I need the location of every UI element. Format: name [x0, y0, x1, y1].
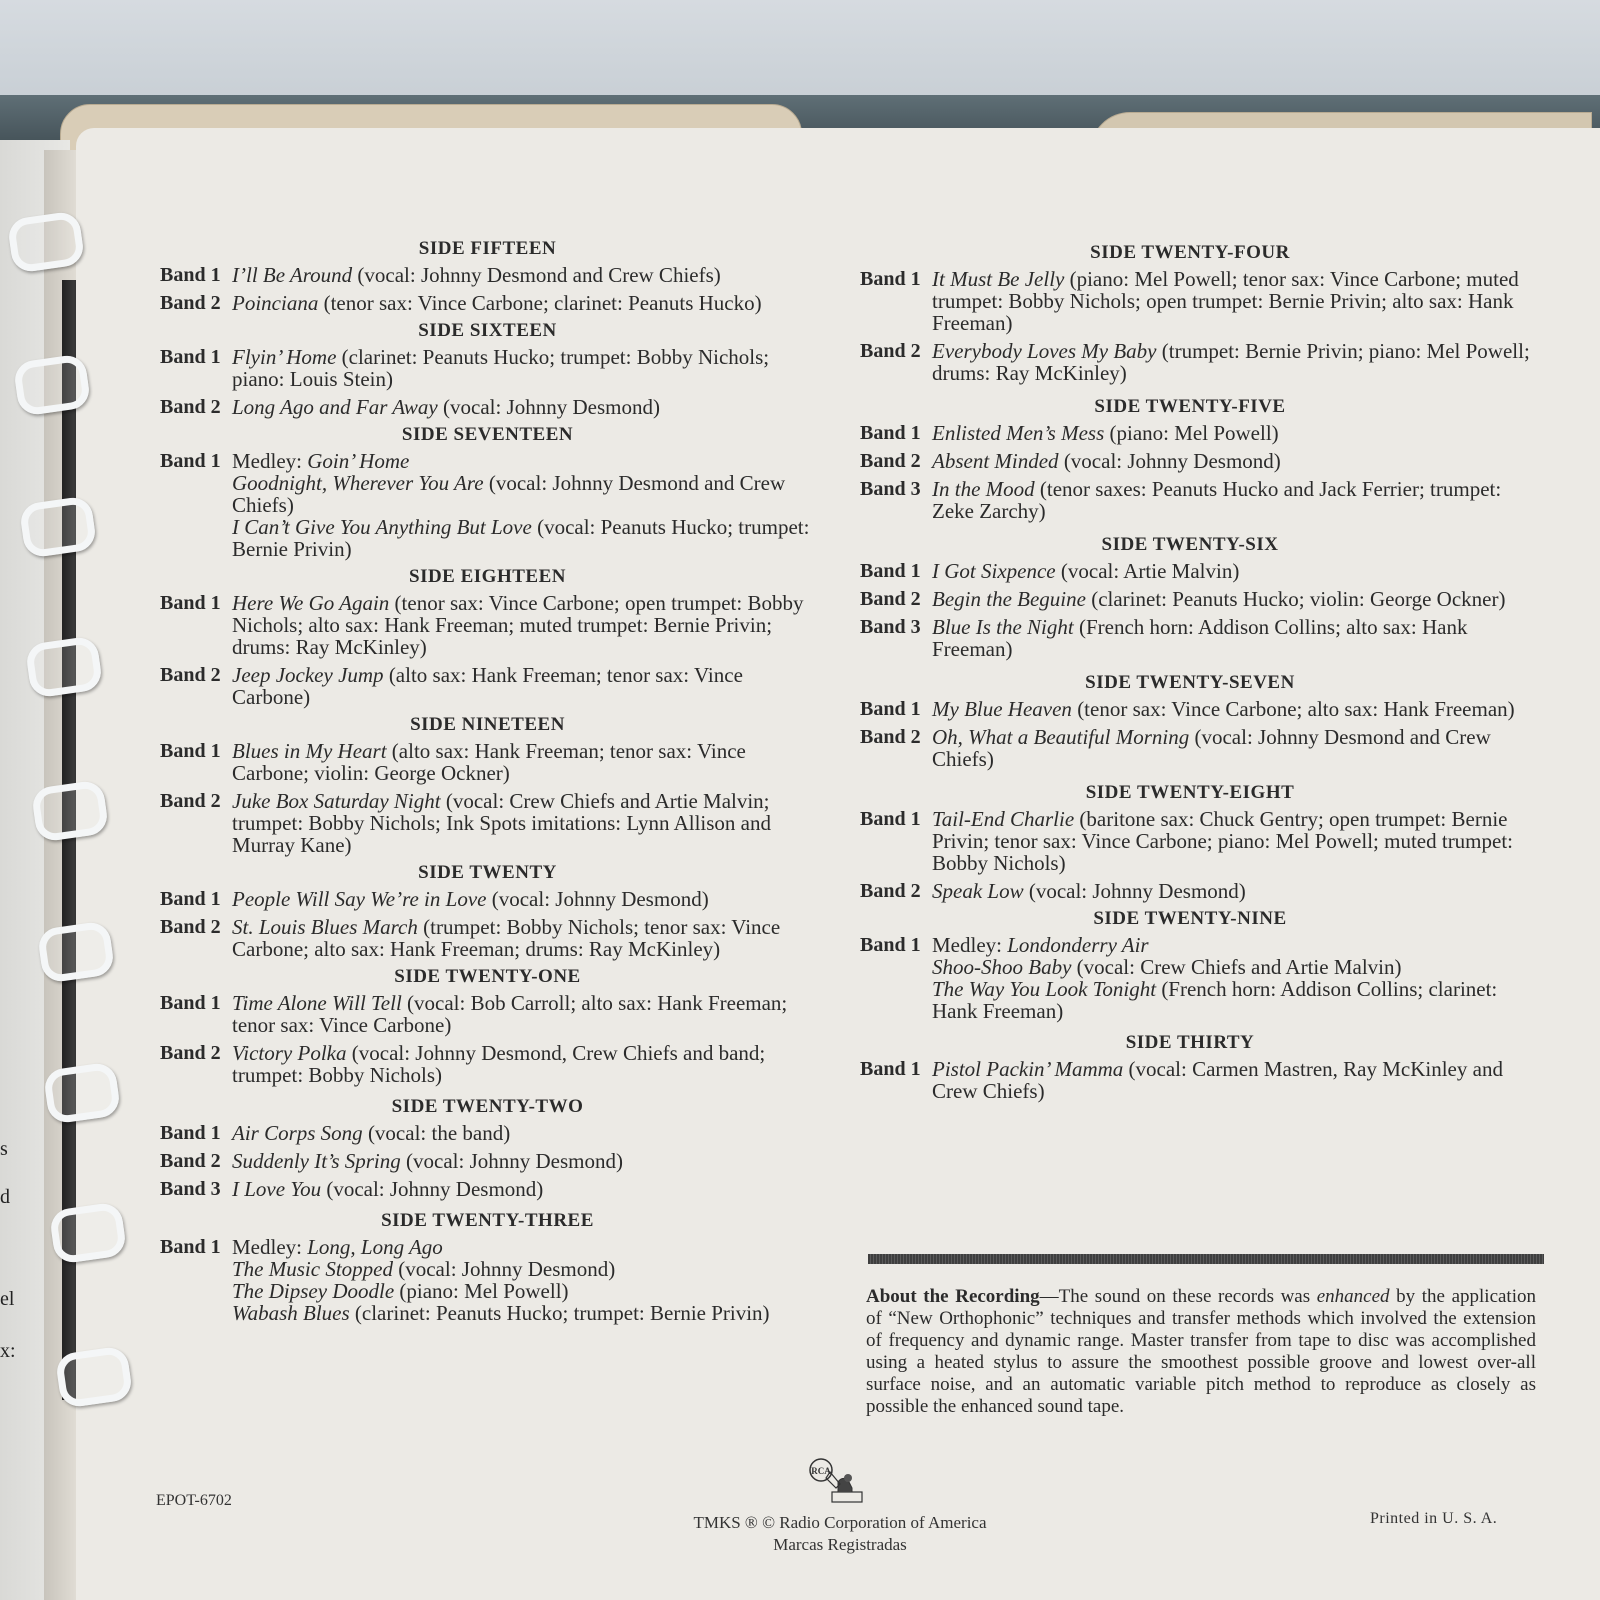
side-title: SIDE THIRTY — [1125, 1032, 1255, 1053]
band-entry — [850, 478, 1530, 522]
song-title: Oh, What a Beautiful Morning — [932, 725, 1190, 749]
song-title: Blues in My Heart — [232, 739, 387, 763]
band-credits: (vocal: Johnny Desmond) — [1028, 879, 1246, 903]
band-entry — [150, 992, 825, 1036]
song-title: It Must Be Jelly — [932, 267, 1065, 291]
song-title: Absent Minded — [932, 449, 1059, 473]
band-entry — [150, 1042, 825, 1086]
band-label: Band 2 — [160, 396, 221, 418]
band-credits: (vocal: Johnny Desmond) — [1063, 449, 1281, 473]
band-entry — [150, 790, 825, 856]
medley-prefix: Medley: — [232, 449, 302, 473]
band-credits: (vocal: Johnny Desmond and Crew Chiefs) — [232, 471, 786, 517]
side-title: SIDE SIXTEEN — [418, 320, 557, 341]
medley-entry — [150, 450, 825, 560]
band-text — [932, 449, 1281, 473]
band-text — [932, 615, 1467, 661]
band-text — [232, 789, 771, 857]
medley-item — [232, 472, 825, 516]
band-credits: (vocal: Johnny Desmond and Crew Chiefs) — [357, 263, 721, 287]
band-label: Band 2 — [860, 726, 921, 748]
band-label: Band 3 — [860, 616, 921, 638]
band-label: Band 1 — [860, 560, 921, 582]
side-section — [150, 966, 825, 1086]
trademark-notice — [650, 1512, 1030, 1556]
side-title: SIDE FIFTEEN — [418, 238, 557, 259]
band-entry — [850, 340, 1530, 384]
song-title: My Blue Heaven — [932, 697, 1072, 721]
band-text — [232, 915, 780, 961]
medley-item — [932, 978, 1530, 1022]
band-text — [932, 267, 1519, 335]
side-section — [150, 714, 825, 856]
about-the-recording — [866, 1286, 1536, 1418]
band-entry — [150, 1122, 825, 1144]
band-credits: (piano: Mel Powell) — [399, 1279, 569, 1303]
band-label: Band 1 — [160, 888, 221, 910]
track-list-right-column — [850, 240, 1530, 1108]
logo-lettering: RCA — [811, 1466, 831, 1476]
band-credits: (trumpet: Bernie Privin; piano: Mel Powell; drums: Ray McKinley) — [932, 339, 1530, 385]
band-label: Band 2 — [160, 664, 221, 686]
band-label: Band 1 — [160, 346, 221, 368]
band-entry — [150, 888, 825, 910]
side-title: SIDE TWENTY-SEVEN — [1085, 672, 1295, 693]
song-title: In the Mood — [932, 477, 1035, 501]
side-section — [150, 1210, 825, 1324]
side-section — [850, 908, 1530, 1022]
printed-in-usa: Printed in U. S. A. — [1370, 1510, 1498, 1527]
band-label: Band 2 — [860, 340, 921, 362]
side-section — [850, 672, 1530, 770]
band-entry — [150, 264, 825, 286]
song-title: Jeep Jockey Jump — [232, 663, 384, 687]
song-title: Victory Polka — [232, 1041, 347, 1065]
side-title: SIDE TWENTY-FOUR — [1090, 242, 1290, 263]
band-text — [232, 591, 803, 659]
band-text — [932, 339, 1530, 385]
band-credits: (clarinet: Peanuts Hucko; trumpet: Bobby Nichols; piano: Louis Stein) — [232, 345, 770, 391]
band-label: Band 1 — [160, 1122, 221, 1144]
side-section — [850, 242, 1530, 384]
side-title: SIDE TWENTY-TWO — [391, 1096, 584, 1117]
song-title: Blue Is the Night — [932, 615, 1074, 639]
band-label: Band 1 — [160, 1236, 221, 1258]
medley-item — [232, 1280, 825, 1302]
band-credits: (baritone sax: Chuck Gentry; open trumpet: Bernie Privin; tenor sax: Vince Carbone; piano: Mel Powell; muted trumpet: Bobby Nichols) — [932, 807, 1514, 875]
side-title: SIDE SEVENTEEN — [401, 424, 574, 445]
band-entry — [850, 450, 1530, 472]
previous-page-fragment: el — [0, 1288, 15, 1310]
band-label: Band 2 — [160, 916, 221, 938]
side-section — [150, 566, 825, 708]
rca-his-masters-voice-logo-icon — [808, 1458, 866, 1506]
band-entry — [850, 560, 1530, 582]
previous-page-fragment: d — [0, 1186, 10, 1208]
band-credits: (clarinet: Peanuts Hucko; violin: George Ockner) — [1091, 587, 1506, 611]
song-title: Pistol Packin’ Mamma — [932, 1057, 1124, 1081]
medley-item — [232, 1302, 825, 1324]
band-credits: (vocal: Bob Carroll; alto sax: Hank Freeman; tenor sax: Vince Carbone) — [232, 991, 788, 1037]
medley-entry — [850, 934, 1530, 1022]
band-credits: (tenor sax: Vince Carbone; alto sax: Hank Freeman) — [1077, 697, 1515, 721]
song-title: Air Corps Song — [232, 1121, 363, 1145]
band-label: Band 1 — [860, 1058, 921, 1080]
band-text — [932, 879, 1246, 903]
song-title: St. Louis Blues March — [232, 915, 418, 939]
previous-page-fragment: x: — [0, 1340, 16, 1362]
band-credits: (vocal: the band) — [367, 1121, 511, 1145]
band-label: Band 2 — [160, 292, 221, 314]
about-emphasis: enhanced — [1316, 1286, 1390, 1307]
medley-item — [232, 516, 825, 560]
band-credits: (vocal: Johnny Desmond) — [398, 1257, 616, 1281]
song-title: Londonderry Air — [1007, 933, 1149, 957]
band-label: Band 1 — [160, 592, 221, 614]
catalog-number: EPOT-6702 — [156, 1492, 232, 1509]
band-credits: (alto sax: Hank Freeman; tenor sax: Vince Carbone) — [232, 663, 743, 709]
medley-first-line — [932, 934, 1530, 956]
song-title: I Love You — [232, 1177, 322, 1201]
section-divider-rule — [868, 1254, 1544, 1264]
song-title: Flyin’ Home — [232, 345, 337, 369]
band-label: Band 1 — [860, 808, 921, 830]
side-section — [150, 424, 825, 560]
band-label: Band 2 — [160, 1150, 221, 1172]
band-label: Band 1 — [160, 450, 221, 472]
band-credits: (tenor sax: Vince Carbone; clarinet: Peanuts Hucko) — [323, 291, 762, 315]
side-section — [850, 1032, 1530, 1102]
song-title: People Will Say We’re in Love — [232, 887, 487, 911]
band-credits: (vocal: Peanuts Hucko; trumpet: Bernie Privin) — [232, 515, 810, 561]
side-title: SIDE TWENTY — [418, 862, 557, 883]
side-title: SIDE TWENTY-SIX — [1101, 534, 1279, 555]
band-entry — [150, 916, 825, 960]
side-section — [150, 320, 825, 418]
band-label: Band 1 — [160, 264, 221, 286]
song-title: Shoo-Shoo Baby — [932, 955, 1072, 979]
band-label: Band 2 — [860, 588, 921, 610]
band-text — [932, 725, 1491, 771]
song-title: The Dipsey Doodle — [232, 1279, 395, 1303]
song-title: The Music Stopped — [232, 1257, 393, 1281]
band-credits: (vocal: Johnny Desmond and Crew Chiefs) — [932, 725, 1491, 771]
band-entry — [850, 698, 1530, 720]
band-credits: (vocal: Johnny Desmond, Crew Chiefs and band; trumpet: Bobby Nichols) — [232, 1041, 766, 1087]
band-text — [232, 663, 743, 709]
song-title: Begin the Beguine — [932, 587, 1086, 611]
song-title: Enlisted Men’s Mess — [932, 421, 1105, 445]
band-label: Band 3 — [860, 478, 921, 500]
song-title: Long, Long Ago — [307, 1235, 443, 1259]
side-section — [150, 238, 825, 314]
song-title: I Can’t Give You Anything But Love — [232, 515, 532, 539]
medley-prefix: Medley: — [232, 1235, 302, 1259]
band-entry — [150, 592, 825, 658]
band-credits: (tenor sax: Vince Carbone; open trumpet: Bobby Nichols; alto sax: Hank Freeman; muted trumpet: Bernie Privin; drums: Ray McKinley) — [232, 591, 804, 659]
medley-first-line — [232, 1236, 825, 1258]
side-title: SIDE TWENTY-NINE — [1093, 908, 1287, 929]
about-text-before: —The sound on these records was — [1039, 1286, 1317, 1307]
band-entry — [150, 740, 825, 784]
band-credits: (piano: Mel Powell; tenor sax: Vince Carbone; muted trumpet: Bobby Nichols; open trumpet: Bernie Privin; alto sax: Hank Freeman) — [932, 267, 1519, 335]
band-entry — [850, 726, 1530, 770]
band-entry — [850, 808, 1530, 874]
band-entry — [850, 880, 1530, 902]
band-credits: (clarinet: Peanuts Hucko; trumpet: Bernie Privin) — [354, 1301, 770, 1325]
band-text — [932, 559, 1239, 583]
band-credits: (vocal: Crew Chiefs and Artie Malvin) — [1076, 955, 1402, 979]
band-credits: (trumpet: Bobby Nichols; tenor sax: Vince Carbone; alto sax: Hank Freeman; drums: Ray McKinley) — [232, 915, 781, 961]
side-section — [850, 782, 1530, 902]
band-entry — [150, 346, 825, 390]
medley-item — [932, 956, 1530, 978]
band-label: Band 3 — [160, 1178, 221, 1200]
band-credits: (vocal: Johnny Desmond) — [491, 887, 709, 911]
band-credits: (tenor saxes: Peanuts Hucko and Jack Ferrier; trumpet: Zeke Zarchy) — [932, 477, 1502, 523]
band-text — [232, 1149, 623, 1173]
band-entry — [150, 292, 825, 314]
band-text — [932, 421, 1279, 445]
band-text — [232, 739, 746, 785]
band-entry — [150, 1150, 825, 1172]
side-title: SIDE TWENTY-FIVE — [1094, 396, 1286, 417]
band-text — [232, 887, 709, 911]
band-entry — [150, 664, 825, 708]
side-title: SIDE TWENTY-THREE — [381, 1210, 594, 1231]
band-entry — [150, 1178, 825, 1200]
band-entry — [150, 396, 825, 418]
background-wall — [0, 0, 1600, 110]
band-credits: (alto sax: Hank Freeman; tenor sax: Vince Carbone; violin: George Ockner) — [232, 739, 746, 785]
song-title: Wabash Blues — [232, 1301, 350, 1325]
song-title: Tail-End Charlie — [932, 807, 1075, 831]
band-label: Band 2 — [860, 880, 921, 902]
song-title: Goodnight, Wherever You Are — [232, 471, 484, 495]
side-title: SIDE TWENTY-EIGHT — [1085, 782, 1295, 803]
band-credits: (vocal: Johnny Desmond) — [443, 395, 660, 419]
band-entry — [850, 588, 1530, 610]
band-entry — [850, 422, 1530, 444]
side-title: SIDE EIGHTEEN — [409, 566, 566, 587]
song-title: Speak Low — [932, 879, 1024, 903]
band-credits: (vocal: Johnny Desmond) — [326, 1177, 544, 1201]
band-credits: (vocal: Artie Malvin) — [1060, 559, 1240, 583]
about-heading: About the Recording — [866, 1286, 1040, 1307]
band-text — [232, 991, 787, 1037]
band-credits: (vocal: Carmen Mastren, Ray McKinley and Crew Chiefs) — [932, 1057, 1503, 1103]
medley-item — [232, 1258, 825, 1280]
song-title: Here We Go Again — [232, 591, 390, 615]
band-label: Band 1 — [160, 992, 221, 1014]
band-text — [232, 395, 660, 419]
side-section — [850, 396, 1530, 522]
band-text — [932, 697, 1515, 721]
side-section — [150, 1096, 825, 1200]
band-credits: (French horn: Addison Collins; clarinet: Hank Freeman) — [932, 977, 1498, 1023]
track-list-left-column — [150, 236, 825, 1330]
band-label: Band 1 — [160, 740, 221, 762]
band-text — [932, 1057, 1503, 1103]
medley-entry — [150, 1236, 825, 1324]
band-credits: (vocal: Crew Chiefs and Artie Malvin; trumpet: Bobby Nichols; Ink Spots imitations: Lynn Allison and Murray Kane) — [232, 789, 772, 857]
band-text — [232, 345, 769, 391]
song-title: I’ll Be Around — [232, 263, 353, 287]
medley-prefix: Medley: — [932, 933, 1002, 957]
band-text — [232, 1041, 765, 1087]
band-text — [232, 263, 721, 287]
band-label: Band 2 — [860, 450, 921, 472]
band-text — [932, 477, 1501, 523]
band-entry — [850, 268, 1530, 334]
band-entry — [850, 616, 1530, 660]
band-credits: (French horn: Addison Collins; alto sax: Hank Freeman) — [932, 615, 1468, 661]
medley-first-line — [232, 450, 825, 472]
band-credits: (vocal: Johnny Desmond) — [406, 1149, 623, 1173]
band-text — [232, 291, 762, 315]
trademark-line-2: Marcas Registradas — [773, 1535, 907, 1554]
song-title: Goin’ Home — [307, 449, 410, 473]
band-label: Band 1 — [860, 422, 921, 444]
side-section — [850, 534, 1530, 660]
song-title: Juke Box Saturday Night — [232, 789, 441, 813]
band-entry — [850, 1058, 1530, 1102]
band-label: Band 1 — [860, 698, 921, 720]
song-title: Suddenly It’s Spring — [232, 1149, 401, 1173]
band-label: Band 2 — [160, 790, 221, 812]
band-credits: (piano: Mel Powell) — [1109, 421, 1279, 445]
band-text — [232, 1177, 543, 1201]
side-title: SIDE NINETEEN — [410, 714, 565, 735]
band-label: Band 1 — [860, 268, 921, 290]
about-text-after: by the application of “New Orthophonic” techniques and transfer methods which involved the extension of frequency and dynamic range. Master transfer from tape to disc was accomplished using a heated stylus to assure the smoothest possible groove and lowest over-all surface noise, and an automatic variable pitch method to reproduce as closely as possible the enhanced sound tape. — [866, 1286, 1536, 1417]
band-text — [932, 587, 1505, 611]
trademark-line-1: TMKS ® © Radio Corporation of America — [693, 1513, 987, 1532]
band-label: Band 1 — [860, 934, 921, 956]
side-title: SIDE TWENTY-ONE — [394, 966, 581, 987]
song-title: Long Ago and Far Away — [232, 395, 438, 419]
song-title: I Got Sixpence — [932, 559, 1056, 583]
band-text — [932, 807, 1513, 875]
song-title: Poinciana — [232, 291, 319, 315]
band-text — [232, 1121, 510, 1145]
song-title: The Way You Look Tonight — [932, 977, 1157, 1001]
previous-page-fragment: s — [0, 1138, 8, 1160]
side-section — [150, 862, 825, 960]
song-title: Everybody Loves My Baby — [932, 339, 1157, 363]
band-label: Band 2 — [160, 1042, 221, 1064]
song-title: Time Alone Will Tell — [232, 991, 402, 1015]
